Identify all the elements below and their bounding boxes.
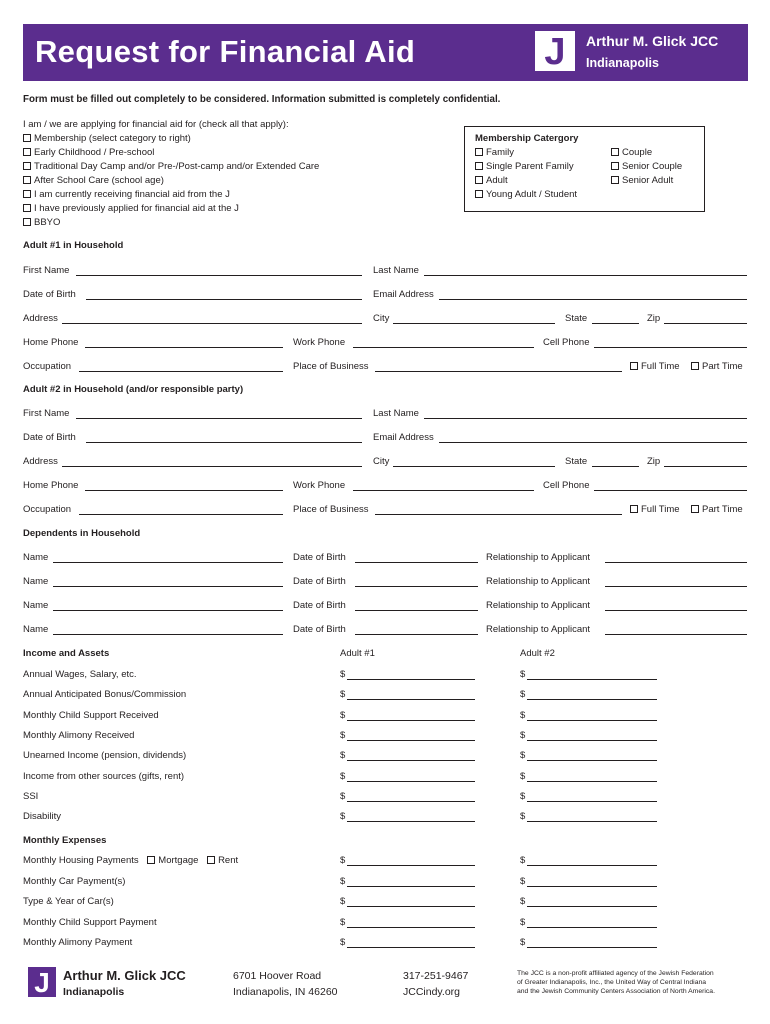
checkbox[interactable] (475, 148, 483, 156)
adult2-occupation-label: Occupation (23, 504, 72, 515)
income-other-adult1-field[interactable] (347, 781, 475, 782)
dependent2-relationship-label: Relationship to Applicant (486, 576, 591, 587)
currency-symbol: $ (340, 876, 346, 887)
checkbox[interactable] (475, 190, 483, 198)
income-col-adult1: Adult #1 (340, 648, 375, 659)
income-label-ssi: SSI (23, 791, 39, 802)
adult1-zip-field[interactable] (664, 323, 747, 324)
adult1-place-of-business-field[interactable] (375, 371, 622, 372)
rent-option[interactable]: Rent (207, 855, 238, 866)
adult1-state-label: State (565, 313, 588, 324)
currency-symbol: $ (340, 937, 346, 948)
checkbox[interactable] (23, 190, 31, 198)
adult2-occupation-field[interactable] (79, 514, 283, 515)
adult2-work-phone-label: Work Phone (293, 480, 346, 491)
income-alimony-adult2-field[interactable] (527, 740, 657, 741)
expense-car-adult1-field[interactable] (347, 886, 475, 887)
dependent2-relationship-field[interactable] (605, 586, 747, 587)
org-name: Arthur M. Glick JCC (586, 33, 719, 49)
dependent2-dob-label: Date of Birth (293, 576, 346, 587)
expense-alimony-adult2-field[interactable] (527, 947, 657, 948)
expense-housing-adult1-field[interactable] (347, 865, 475, 866)
currency-symbol: $ (340, 669, 346, 680)
jcc-logo-icon: J (535, 31, 575, 71)
expense-car-type-adult1-field[interactable] (347, 906, 475, 907)
income-alimony-adult1-field[interactable] (347, 740, 475, 741)
adult1-first-name-field[interactable] (76, 275, 362, 276)
adult2-cell-phone-field[interactable] (594, 490, 747, 491)
dependent4-name-label: Name (23, 624, 49, 635)
footer-phone: 317-251-9467 (403, 970, 469, 982)
footer-address-line1: 6701 Hoover Road (233, 970, 322, 982)
expenses-heading: Monthly Expenses (23, 835, 107, 846)
form-title: Request for Financial Aid (35, 34, 416, 69)
footer-org-name: Arthur M. Glick JCC (63, 968, 186, 983)
membership-senior-adult[interactable]: Senior Adult (611, 175, 673, 187)
adult2-full-time[interactable]: Full Time (630, 504, 680, 516)
adult2-place-of-business-field[interactable] (375, 514, 622, 515)
adult2-city-label: City (373, 456, 390, 467)
option-membership[interactable]: Membership (select category to right) (23, 133, 191, 145)
dependent1-dob-label: Date of Birth (293, 552, 346, 563)
confidential-notice: Form must be filled out completely to be considered. Information submitted is completely confidential. (23, 94, 501, 105)
adult2-address-field[interactable] (62, 466, 362, 467)
checkbox[interactable] (23, 148, 31, 156)
dependent3-dob-field[interactable] (355, 610, 478, 611)
adult1-work-phone-label: Work Phone (293, 337, 346, 348)
currency-symbol: $ (520, 876, 526, 887)
footer-website[interactable]: JCCindy.org (403, 986, 460, 998)
expense-housing-adult2-field[interactable] (527, 865, 657, 866)
adult1-email-label: Email Address (373, 289, 434, 300)
currency-symbol: $ (340, 710, 346, 721)
currency-symbol: $ (520, 730, 526, 741)
adult1-home-phone-label: Home Phone (23, 337, 79, 348)
currency-symbol: $ (340, 791, 346, 802)
adult2-city-field[interactable] (393, 466, 555, 467)
membership-senior-couple[interactable]: Senior Couple (611, 161, 682, 173)
currency-symbol: $ (520, 855, 526, 866)
expense-label-housing: Monthly Housing Payments Mortgage Rent (23, 855, 239, 866)
dependent3-name-field[interactable] (53, 610, 283, 611)
currency-symbol: $ (340, 771, 346, 782)
expense-label-car: Monthly Car Payment(s) (23, 876, 126, 887)
income-label-alimony: Monthly Alimony Received (23, 730, 135, 741)
adult1-cell-phone-label: Cell Phone (543, 337, 590, 348)
expense-alimony-adult1-field[interactable] (347, 947, 475, 948)
currency-symbol: $ (340, 730, 346, 741)
option-previous-aid[interactable]: I have previously applied for financial aid at the J (23, 203, 239, 215)
adult2-state-field[interactable] (592, 466, 639, 467)
adult2-heading: Adult #2 in Household (and/or responsible party) (23, 384, 244, 395)
adult2-dob-label: Date of Birth (23, 432, 76, 443)
dependent2-name-label: Name (23, 576, 49, 587)
checkbox[interactable] (207, 856, 215, 864)
adult2-zip-field[interactable] (664, 466, 747, 467)
adult1-city-label: City (373, 313, 390, 324)
adult1-work-phone-field[interactable] (353, 347, 534, 348)
dependent1-name-field[interactable] (53, 562, 283, 563)
adult1-state-field[interactable] (592, 323, 639, 324)
expense-car-type-adult2-field[interactable] (527, 906, 657, 907)
adult1-email-field[interactable] (439, 299, 747, 300)
dependent4-dob-label: Date of Birth (293, 624, 346, 635)
expense-car-adult2-field[interactable] (527, 886, 657, 887)
checkbox[interactable] (691, 362, 699, 370)
adult1-first-name-label: First Name (23, 265, 70, 276)
expense-child-support-adult2-field[interactable] (527, 927, 657, 928)
checkbox[interactable] (691, 505, 699, 513)
header-banner (23, 24, 748, 81)
currency-symbol: $ (520, 937, 526, 948)
membership-title: Membership Catergory (475, 133, 579, 144)
currency-symbol: $ (520, 811, 526, 822)
income-label-disability: Disability (23, 811, 62, 822)
adult1-full-time[interactable]: Full Time (630, 361, 680, 373)
checkbox[interactable] (475, 176, 483, 184)
dependent1-name-label: Name (23, 552, 49, 563)
dependents-heading: Dependents in Household (23, 528, 141, 539)
income-bonus-adult1-field[interactable] (347, 699, 475, 700)
currency-symbol: $ (520, 710, 526, 721)
income-label-child-support: Monthly Child Support Received (23, 710, 159, 721)
checkbox[interactable] (611, 176, 619, 184)
currency-symbol: $ (340, 689, 346, 700)
membership-family[interactable]: Family (475, 147, 514, 159)
adult1-last-name-label: Last Name (373, 265, 419, 276)
option-bbyo[interactable]: BBYO (23, 217, 60, 229)
footer-affiliation-line3: and the Jewish Community Centers Association of North America. (517, 988, 715, 995)
adult2-home-phone-field[interactable] (85, 490, 283, 491)
footer-affiliation-line2: of Greater Indianapolis, Inc., the United Way of Central Indiana (517, 979, 707, 986)
income-wages-adult1-field[interactable] (347, 679, 475, 680)
checkbox[interactable] (611, 162, 619, 170)
applying-intro: I am / we are applying for financial aid for (check all that apply): (23, 119, 289, 130)
dependent1-relationship-label: Relationship to Applicant (486, 552, 591, 563)
adult1-place-of-business-label: Place of Business (293, 361, 369, 372)
currency-symbol: $ (520, 791, 526, 802)
adult1-dob-field[interactable] (86, 299, 362, 300)
dependent3-relationship-label: Relationship to Applicant (486, 600, 591, 611)
income-wages-adult2-field[interactable] (527, 679, 657, 680)
footer-address-line2: Indianapolis, IN 46260 (233, 986, 338, 998)
membership-adult[interactable]: Adult (475, 175, 508, 187)
currency-symbol: $ (520, 689, 526, 700)
adult1-heading: Adult #1 in Household (23, 240, 124, 251)
income-bonus-adult2-field[interactable] (527, 699, 657, 700)
income-label-wages: Annual Wages, Salary, etc. (23, 669, 137, 680)
option-current-aid[interactable]: I am currently receiving financial aid from the J (23, 189, 230, 201)
option-day-camp[interactable]: Traditional Day Camp and/or Pre-/Post-camp and/or Extended Care (23, 161, 319, 173)
currency-symbol: $ (340, 750, 346, 761)
currency-symbol: $ (340, 855, 346, 866)
checkbox[interactable] (23, 162, 31, 170)
checkbox[interactable] (630, 362, 638, 370)
dependent1-relationship-field[interactable] (605, 562, 747, 563)
checkbox[interactable] (630, 505, 638, 513)
income-label-unearned: Unearned Income (pension, dividends) (23, 750, 187, 761)
checkbox[interactable] (23, 134, 31, 142)
currency-symbol: $ (340, 917, 346, 928)
dependent1-dob-field[interactable] (355, 562, 478, 563)
income-disability-adult1-field[interactable] (347, 821, 475, 822)
currency-symbol: $ (520, 750, 526, 761)
checkbox[interactable] (23, 218, 31, 226)
checkbox[interactable] (23, 176, 31, 184)
option-early-childhood[interactable]: Early Childhood / Pre-school (23, 147, 154, 159)
adult2-address-label: Address (23, 456, 58, 467)
membership-single-parent[interactable]: Single Parent Family (475, 161, 574, 173)
adult1-zip-label: Zip (647, 313, 661, 324)
income-child-support-adult1-field[interactable] (347, 720, 475, 721)
dependent4-relationship-field[interactable] (605, 634, 747, 635)
adult1-cell-phone-field[interactable] (594, 347, 747, 348)
currency-symbol: $ (520, 669, 526, 680)
checkbox[interactable] (23, 204, 31, 212)
income-child-support-adult2-field[interactable] (527, 720, 657, 721)
adult1-address-label: Address (23, 313, 58, 324)
income-disability-adult2-field[interactable] (527, 821, 657, 822)
income-unearned-adult2-field[interactable] (527, 760, 657, 761)
adult2-place-of-business-label: Place of Business (293, 504, 369, 515)
adult2-email-label: Email Address (373, 432, 434, 443)
income-unearned-adult1-field[interactable] (347, 760, 475, 761)
checkbox[interactable] (147, 856, 155, 864)
dependent4-dob-field[interactable] (355, 634, 478, 635)
income-col-adult2: Adult #2 (520, 648, 555, 659)
adult2-email-field[interactable] (439, 442, 747, 443)
adult2-dob-field[interactable] (86, 442, 362, 443)
adult2-home-phone-label: Home Phone (23, 480, 79, 491)
adult2-part-time[interactable]: Part Time (691, 504, 743, 516)
dependent2-name-field[interactable] (53, 586, 283, 587)
option-after-school[interactable]: After School Care (school age) (23, 175, 164, 187)
adult2-zip-label: Zip (647, 456, 661, 467)
adult2-cell-phone-label: Cell Phone (543, 480, 590, 491)
income-ssi-adult2-field[interactable] (527, 801, 657, 802)
currency-symbol: $ (340, 811, 346, 822)
expense-label-car-type: Type & Year of Car(s) (23, 896, 114, 907)
org-city: Indianapolis (586, 56, 659, 70)
currency-symbol: $ (520, 771, 526, 782)
income-ssi-adult1-field[interactable] (347, 801, 475, 802)
currency-symbol: $ (520, 917, 526, 928)
dependent3-name-label: Name (23, 600, 49, 611)
adult1-city-field[interactable] (393, 323, 555, 324)
income-label-other: Income from other sources (gifts, rent) (23, 771, 185, 782)
mortgage-option[interactable]: Mortgage (147, 855, 198, 866)
membership-young-adult[interactable]: Young Adult / Student (475, 189, 577, 201)
income-other-adult2-field[interactable] (527, 781, 657, 782)
checkbox[interactable] (611, 148, 619, 156)
dependent2-dob-field[interactable] (355, 586, 478, 587)
adult1-occupation-label: Occupation (23, 361, 72, 372)
footer-affiliation-line1: The JCC is a non-profit affiliated agency of the Jewish Federation (517, 970, 714, 977)
adult2-first-name-label: First Name (23, 408, 70, 419)
checkbox[interactable] (475, 162, 483, 170)
adult1-last-name-field[interactable] (424, 275, 747, 276)
adult2-state-label: State (565, 456, 588, 467)
income-heading: Income and Assets (23, 648, 110, 659)
dependent4-name-field[interactable] (53, 634, 283, 635)
adult2-work-phone-field[interactable] (353, 490, 534, 491)
adult2-last-name-label: Last Name (373, 408, 419, 419)
income-label-bonus: Annual Anticipated Bonus/Commission (23, 689, 187, 700)
adult1-dob-label: Date of Birth (23, 289, 76, 300)
adult2-last-name-field[interactable] (424, 418, 747, 419)
expense-label-alimony: Monthly Alimony Payment (23, 937, 133, 948)
expense-child-support-adult1-field[interactable] (347, 927, 475, 928)
adult1-part-time[interactable]: Part Time (691, 361, 743, 373)
currency-symbol: $ (340, 896, 346, 907)
footer-jcc-logo-icon: J (28, 967, 56, 997)
footer-org-city: Indianapolis (63, 986, 125, 998)
expense-label-child-support: Monthly Child Support Payment (23, 917, 157, 928)
adult1-home-phone-field[interactable] (85, 347, 283, 348)
adult2-first-name-field[interactable] (76, 418, 362, 419)
dependent3-relationship-field[interactable] (605, 610, 747, 611)
adult1-address-field[interactable] (62, 323, 362, 324)
currency-symbol: $ (520, 896, 526, 907)
dependent3-dob-label: Date of Birth (293, 600, 346, 611)
membership-couple[interactable]: Couple (611, 147, 652, 159)
dependent4-relationship-label: Relationship to Applicant (486, 624, 591, 635)
adult1-occupation-field[interactable] (79, 371, 283, 372)
